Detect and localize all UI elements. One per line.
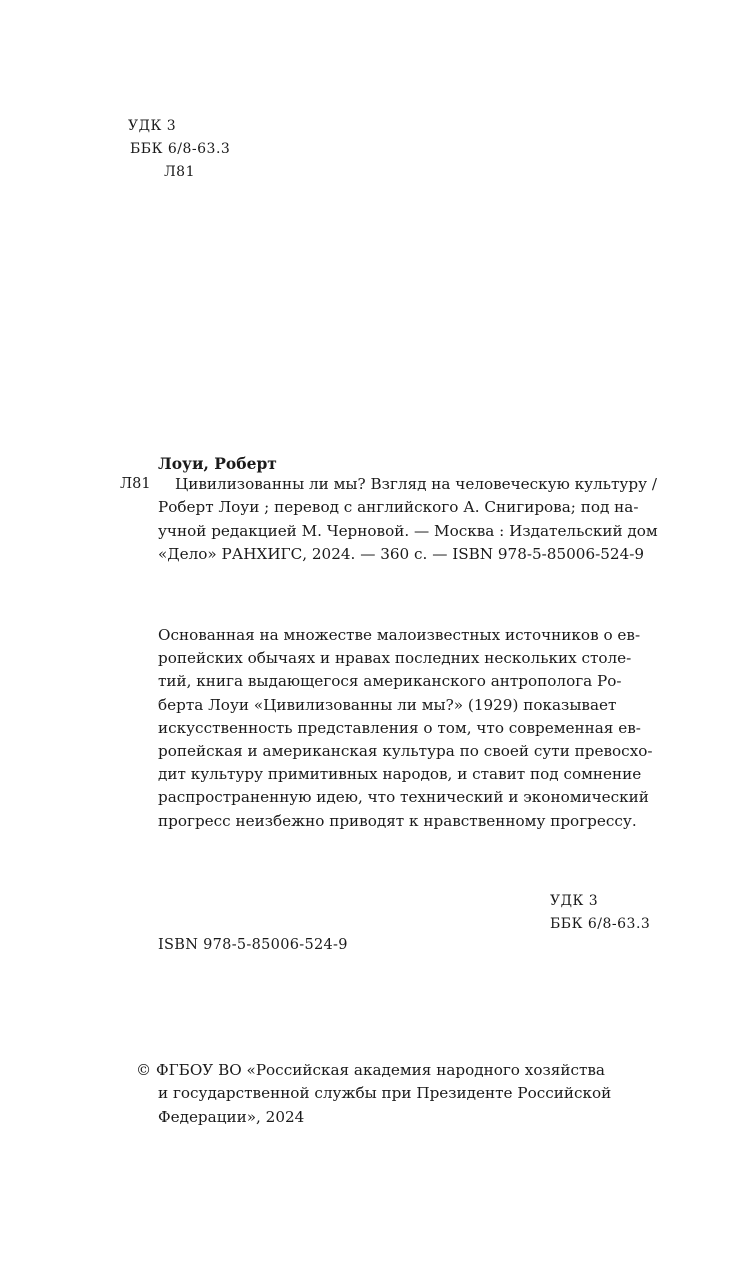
bibliographic-description (158, 473, 668, 566)
copyright-line: и государственной службы при Президенте Российской (158, 1084, 612, 1103)
isbn-number: ISBN 978-5-85006-524-9 (158, 937, 348, 953)
biblio-line: «Дело» РАНХИГС, 2024. — 360 с. — ISBN 978-5-85006-524-9 (158, 544, 645, 563)
bbk-code-bottom: ББК 6/8-63.3 (550, 916, 651, 932)
author-index-top: Л81 (164, 164, 195, 180)
annotation-line: распространенную идею, что технический и экономический (158, 788, 649, 807)
annotation-line: берта Лоуи «Цивилизованны ли мы?» (1929) показывает (158, 695, 617, 714)
bbk-code-top: ББК 6/8-63.3 (130, 141, 231, 157)
author-index-code: Л81 (120, 476, 151, 492)
biblio-line: учной редакцией М. Черновой. — Москва : Издательский дом (158, 521, 658, 540)
udk-code-top: УДК 3 (128, 118, 177, 134)
annotation-line: прогресс неизбежно приводят к нравственному прогрессу. (158, 811, 637, 830)
copyright-line: © ФГБОУ ВО «Российская академия народного хозяйства (136, 1061, 605, 1079)
annotation-line: дит культуру примитивных народов, и ставит под сомнение (158, 765, 642, 784)
author-name: Лоуи, Роберт (158, 454, 277, 473)
biblio-line: Роберт Лоуи ; перевод с английского А. Снигирова; под на- (158, 498, 639, 517)
biblio-line: Цивилизованны ли мы? Взгляд на человеческую культуру / (175, 475, 657, 493)
annotation-line: ропейская и американская культура по своей сути превосхо- (158, 742, 653, 761)
annotation-paragraph (158, 624, 668, 833)
annotation-line: искусственность представления о том, что современная ев- (158, 718, 641, 737)
annotation-line: тий, книга выдающегося американского антрополога Ро- (158, 672, 622, 691)
copyright-notice (136, 1059, 656, 1129)
annotation-line: Основанная на множестве малоизвестных источников о ев- (158, 626, 641, 644)
annotation-line: ропейских обычаях и нравах последних нескольких столе- (158, 649, 632, 668)
copyright-line: Федерации», 2024 (158, 1107, 305, 1126)
udk-code-bottom: УДК 3 (550, 893, 599, 909)
